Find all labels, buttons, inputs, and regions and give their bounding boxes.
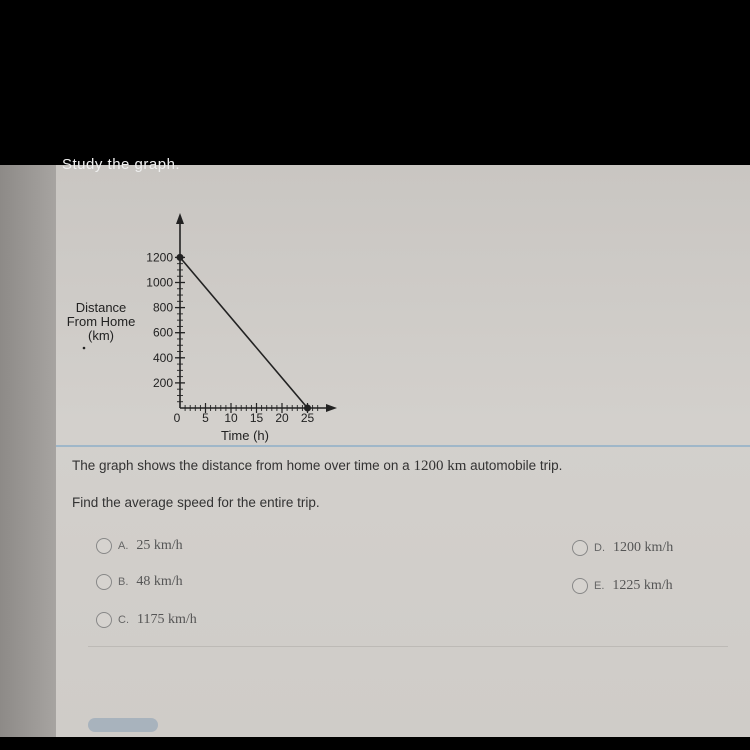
cut-off-heading: Study the graph. [62, 156, 181, 173]
y-tick-label: 400 [152, 350, 173, 365]
y-tick-label: 1200 [146, 250, 173, 265]
radio-button-icon[interactable] [96, 612, 112, 628]
option-letter: E. [594, 580, 605, 592]
option-letter: C. [118, 614, 129, 626]
y-tick-label: 800 [152, 300, 173, 315]
option-d[interactable] [572, 540, 673, 556]
y-tick-label: 600 [152, 325, 173, 340]
y-tick-label: 1000 [146, 275, 173, 290]
radio-button-icon[interactable] [572, 540, 588, 556]
y-axis-label-line: Distance [75, 300, 127, 315]
y-axis-label-line: From Home [66, 314, 136, 329]
x-tick-label: 20 [275, 411, 289, 425]
left-sidebar [0, 165, 56, 737]
question-text-after: automobile trip. [466, 458, 563, 473]
option-letter: A. [118, 540, 129, 552]
option-value: 1200 km/h [613, 540, 674, 555]
radio-button-icon[interactable] [572, 578, 588, 594]
option-value: 25 km/h [136, 538, 183, 553]
option-c[interactable] [96, 612, 197, 628]
y-tick-label: 200 [152, 375, 173, 390]
option-letter: B. [118, 576, 129, 588]
question-text [72, 458, 562, 475]
radio-button-icon[interactable] [96, 574, 112, 590]
cut-off-button[interactable] [88, 718, 158, 732]
option-a[interactable] [96, 538, 183, 554]
x-tick-label: 10 [224, 411, 238, 425]
y-axis-label-line: (km) [88, 328, 114, 343]
section-divider [56, 445, 750, 447]
question-text-before: The graph shows the distance from home over time on a [72, 458, 414, 473]
option-value: 1175 km/h [137, 612, 197, 627]
question-math: 1200 km [413, 458, 467, 474]
radio-button-icon[interactable] [96, 538, 112, 554]
x-tick-label: 15 [249, 411, 264, 425]
option-e[interactable] [572, 578, 673, 594]
x-axis-label: Time (h) [221, 428, 269, 443]
option-b[interactable] [96, 574, 183, 590]
x-origin-label: 0 [173, 411, 181, 425]
option-letter: D. [594, 542, 605, 554]
x-tick-label: 5 [202, 411, 209, 425]
option-value: 48 km/h [136, 574, 183, 589]
x-tick-label: 25 [300, 411, 315, 425]
question-prompt: Find the average speed for the entire trip. [72, 495, 320, 510]
answer-options [88, 528, 728, 647]
question-panel [56, 165, 750, 737]
option-value: 1225 km/h [612, 578, 673, 593]
